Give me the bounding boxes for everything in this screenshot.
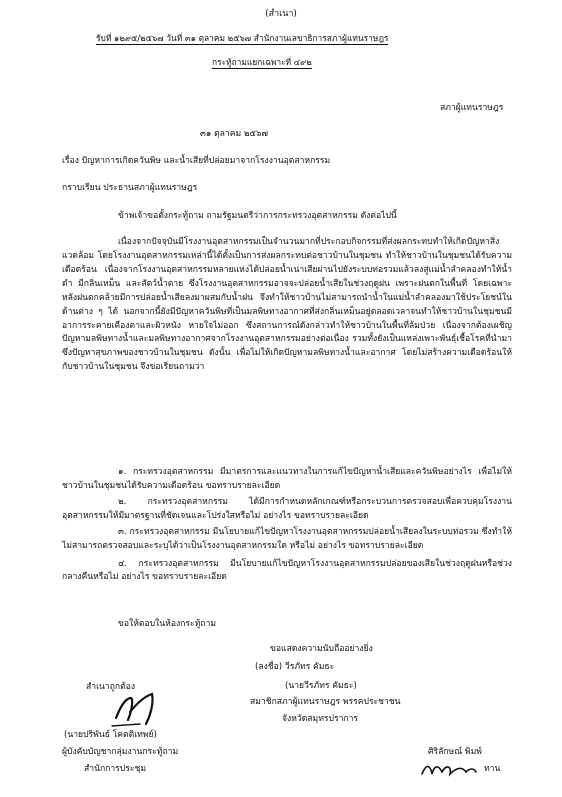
salutation: กราบเรียน ประธานสภาผู้แทนราษฎร bbox=[62, 183, 198, 193]
certification-label: สำเนาถูกต้อง bbox=[86, 682, 136, 692]
question-list bbox=[62, 466, 512, 587]
document-date: ๓๑ ตุลาคม ๒๕๖๗ bbox=[200, 129, 268, 139]
certifier-title: ผู้บังคับบัญชากลุ่มงานกระทู้ถาม bbox=[62, 747, 179, 757]
body-text bbox=[62, 236, 512, 377]
copy-label: (สำเนา) bbox=[265, 9, 297, 19]
recipient-org: สภาผู้แทนราษฎร bbox=[440, 103, 504, 113]
signature-name: (นายวีรภัทร คัมธะ) bbox=[285, 681, 357, 691]
question-3: ๓. กระทรวงอุตสาหกรรม มีนโยบายแก้ไขปัญหาโรงงานอุตสาหกรรมปล่อยน้ำเสียลงในระบบท่อรวม ซึ่งทำให้ไม่สามารถตรวจสอบและระบุได้ว่าเป็นโรงงานอุตสาหกรรมใด หรือไม่ อย่างไร ขอทราบรายละเอียด bbox=[62, 526, 512, 551]
signature-respect: ขอแสดงความนับถืออย่างยิ่ง bbox=[270, 644, 373, 654]
intro-line: ข้าพเจ้าขอตั้งกระทู้ถาม ถามรัฐมนตรีว่าการกระทรวงอุตสาหกรรม ดังต่อไปนี้ bbox=[118, 211, 397, 221]
question-2: ๒. กระทรวงอุตสาหกรรม ได้มีการกำหนดหลักเกณฑ์หรือกระบวนการตรวจสอบเพื่อควบคุมโรงงานอุตสาหกรรมให้มีมาตรฐานที่ชัดเจนและโปร่งใสหรือไม่ อย่างไร ขอทราบรายละเอียด bbox=[62, 496, 512, 521]
reviewer-initials-scribble bbox=[420, 760, 480, 780]
question-4: ๔. กระทรวงอุตสาหกรรม มีนโยบายแก้ไขปัญหาโรงงานอุตสาหกรรมปล่อยของเสียในช่วงฤดูฝนหรือช่วงกลางคืนหรือไม่ อย่างไร ขอทราบรายละเอียด bbox=[62, 558, 512, 583]
signature-signed: (ลงชื่อ) วีรภัทร คัมธะ bbox=[255, 662, 335, 672]
certifier-signature-scribble bbox=[110, 690, 170, 728]
question-1: ๑. กระทรวงอุตสาหกรรม มีมาตรการและแนวทางในการแก้ไขปัญหาน้ำเสียและควันพิษอย่างไร เพื่อไม่ให้ชาวบ้านในชุมชนได้รับความเดือดร้อน ขอทราบรายละเอียด bbox=[62, 467, 512, 491]
signature-position: สมาชิกสภาผู้แทนราษฎร พรรคประชาชน bbox=[250, 697, 401, 707]
received-line: รับที่ ๑๒๙๕/๒๕๖๗ วันที่ ๓๑ ตุลาคม ๒๕๖๗ สำนักงานเลขาธิการสภาผู้แทนราษฎร bbox=[96, 32, 388, 45]
typist-name: ศิริลักษณ์ พิมพ์ bbox=[428, 747, 482, 757]
certifier-office: สำนักการประชุม bbox=[84, 764, 146, 774]
signature-province: จังหวัดสมุทรปราการ bbox=[282, 714, 359, 724]
body-paragraph: เนื่องจากปัจจุบันมีโรงงานอุตสาหกรรมเป็นจำนวนมากที่ประกอบกิจกรรมที่ส่งผลกระทบทำให้เกิดปัญหาสิ่งแวดล้อม โดยโรงงานอุตสาหกรรมเหล่านี้ได้ตั้งเป็นการส่งผลกระทบต่อชาวบ้านในชุมชน ทำให้ชาวบ้านในชุมชนได้รับความเดือดร้อน เนื่องจากโรงงานอุตสาหกรรมหลายแห่งได้ปล่อยน้ำเน่าเสียผ่านไปยังระบบท่อรวมแล้วลงสู่แม่น้ำลำคลองทำให้น้ำดำ มีกลิ่นเหม็น และสัตว์น้ำตาย ซึ่งโรงงานอุตสาหกรรมอาจจะปล่อยน้ำเสียในช่วงฤดูฝน เพราะฝนตกในพื้นที่ โดยเฉพาะหลังฝนตกคล้ายมีการปล่อยน้ำเสียลงมาผสมกับน้ำฝน จึงทำให้ชาวบ้านไม่สามารถนำน้ำในแม่น้ำลำคลองมาใช้ประโยชน์ในด้านต่าง ๆ ได้ นอกจากนี้ยังมีปัญหาควันพิษที่เป็นมลพิษทางอากาศที่ส่งกลิ่นเหม็นอยู่ตลอดเวลาจนทำให้ชาวบ้านในชุมชนมีอาการระคายเคืองตาและผิวหนัง หายใจไม่ออก ซึ่งสถานการณ์ดังกล่าวทำให้ชาวบ้านในพื้นที่ล้มป่วย เนื่องจากต้องเผชิญปัญหามลพิษทางน้ำและมลพิษทางอากาศจากโรงงานอุตสาหกรรมอย่างต่อเนื่อง รวมทั้งยังเป็นแหล่งเพาะพันธุ์เชื้อโรคที่นำมาซึ่งปัญหาสุขภาพของชาวบ้านในชุมชน ดังนั้น เพื่อไม่ให้เกิดปัญหามลพิษทางน้ำและอากาศ โดยไม่สร้างความเดือดร้อนให้กับชาวบ้านในชุมชน จึงขอเรียนถามว่า bbox=[62, 237, 512, 373]
subject-line: เรื่อง ปัญหาการเกิดควันพิษ และน้ำเสียที่ปล่อยมาจากโรงงานอุตสาหกรรม bbox=[62, 156, 331, 166]
reviewer-label: ทาน bbox=[484, 764, 501, 774]
closing-request: ขอให้ตอบในห้องกระทู้ถาม bbox=[118, 619, 216, 629]
certifier-name: (นายปริพันธ์ โคตติเทพย์) bbox=[64, 730, 157, 740]
question-number: กระทู้ถามแยกเฉพาะที่ ๔๙๒ bbox=[212, 56, 312, 69]
